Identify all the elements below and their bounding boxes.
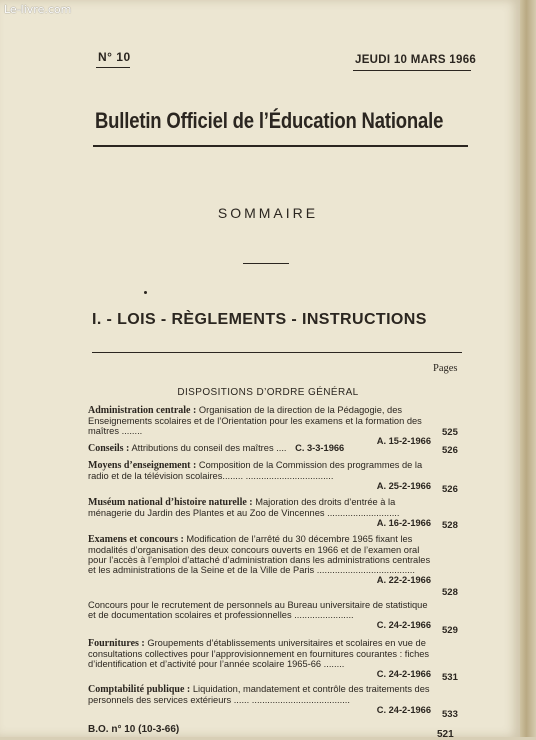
entry-text: Groupements d’établissements universitaires et scolaires en vue de consultations collectives pour l’approvisionnement en fournitures courantes : fiches d’identification et d’activité pour l’année scolaire 1965-66 ........ bbox=[88, 638, 430, 669]
footer-page-number: 521 bbox=[437, 729, 454, 740]
entry-head: Fournitures : bbox=[88, 638, 145, 649]
toc-entry bbox=[88, 405, 431, 446]
entry-head: Comptabilité publique : bbox=[88, 684, 191, 695]
entry-text: Organisation de la direction de la Pédagogie, des Enseignements scolaires et de l’Orientation pour les examens et la formation des maîtres ........ bbox=[88, 405, 422, 436]
entry-page: 525 bbox=[442, 427, 458, 438]
section-subheading: DISPOSITIONS D’ORDRE GÉNÉRAL bbox=[177, 387, 359, 398]
entry-head: Administration centrale : bbox=[88, 405, 197, 416]
entry-ref: A. 15-2-1966 bbox=[376, 436, 431, 446]
entry-head: Examens et concours : bbox=[88, 534, 184, 545]
section-rule bbox=[92, 352, 462, 353]
entry-text: Composition de la Commission des programmes de la radio et de la télévision scolaires........ .................................. bbox=[88, 460, 423, 481]
entry-page: 526 bbox=[442, 484, 458, 495]
entry-page: 528 bbox=[442, 520, 458, 531]
entry-text: Concours pour le recrutement de personnels au Bureau universitaire de statistique et de documentation scolaires et professionnelles ....................... bbox=[88, 600, 428, 620]
section-heading: I. - LOIS - RÈGLEMENTS - INSTRUCTIONS bbox=[92, 311, 427, 328]
toc-entry bbox=[88, 534, 431, 585]
issue-date: JEUDI 10 MARS 1966 bbox=[355, 54, 477, 66]
entry-head: Muséum national d’histoire naturelle : bbox=[88, 497, 253, 508]
footer-issue-ref: B.O. n° 10 (10-3-66) bbox=[88, 724, 180, 735]
entry-ref: A. 25-2-1966 bbox=[376, 481, 431, 491]
toc-entry bbox=[88, 600, 431, 630]
entry-page: 533 bbox=[442, 709, 458, 720]
entry-page: 529 bbox=[442, 625, 458, 636]
issue-number: N° 10 bbox=[98, 50, 131, 64]
entry-text: Attributions du conseil des maîtres .... bbox=[131, 443, 287, 453]
entry-ref: C. 24-2-1966 bbox=[376, 620, 431, 630]
entry-page: 526 bbox=[442, 445, 458, 456]
issue-date-underline bbox=[353, 70, 471, 71]
entry-head: Moyens d’enseignement : bbox=[88, 460, 197, 471]
ornament-dot bbox=[144, 291, 147, 294]
toc-entry bbox=[88, 443, 431, 454]
watermark: Le-livre.com bbox=[4, 3, 72, 16]
entry-page: 531 bbox=[442, 672, 458, 683]
toc-entry bbox=[88, 684, 431, 715]
toc-entry bbox=[88, 497, 431, 528]
toc-entry bbox=[88, 460, 431, 491]
entry-ref: A. 16-2-1966 bbox=[376, 518, 431, 528]
ornament-divider bbox=[243, 263, 289, 264]
entry-page: 528 bbox=[442, 587, 458, 598]
entry-text: Liquidation, mandatement et contrôle des traitements des personnels des services extérieurs ...... ...................................... bbox=[88, 684, 430, 705]
entry-ref: C. 24-2-1966 bbox=[376, 705, 431, 715]
entry-ref: C. 24-2-1966 bbox=[376, 669, 431, 679]
sommaire-heading: SOMMAIRE bbox=[217, 205, 319, 221]
entry-ref: A. 22-2-1966 bbox=[376, 575, 431, 585]
issue-number-underline bbox=[96, 67, 130, 68]
page-edge bbox=[520, 0, 536, 737]
toc-entry bbox=[88, 638, 431, 679]
title-rule bbox=[93, 145, 468, 147]
bulletin-title: Bulletin Officiel de l’Éducation Nationale bbox=[95, 108, 444, 133]
pages-column-label: Pages bbox=[433, 363, 458, 374]
entry-ref: C. 3-3-1966 bbox=[295, 443, 345, 453]
entry-text: Majoration des droits d’entrée à la ménagerie du Jardin des Plantes et au Zoo de Vincennes ............................ bbox=[88, 497, 400, 518]
entry-text: Modification de l’arrêté du 30 décembre 1965 fixant les modalités d’organisation des deux concours ouverts en 1966 et de l’examen oral pour l’accès à l’emploi d’attaché d’administration dans les administrations centrales et les administrations de la Seine et de la Ville de Paris ...................................... bbox=[88, 534, 431, 575]
entry-head: Conseils : bbox=[88, 443, 130, 454]
